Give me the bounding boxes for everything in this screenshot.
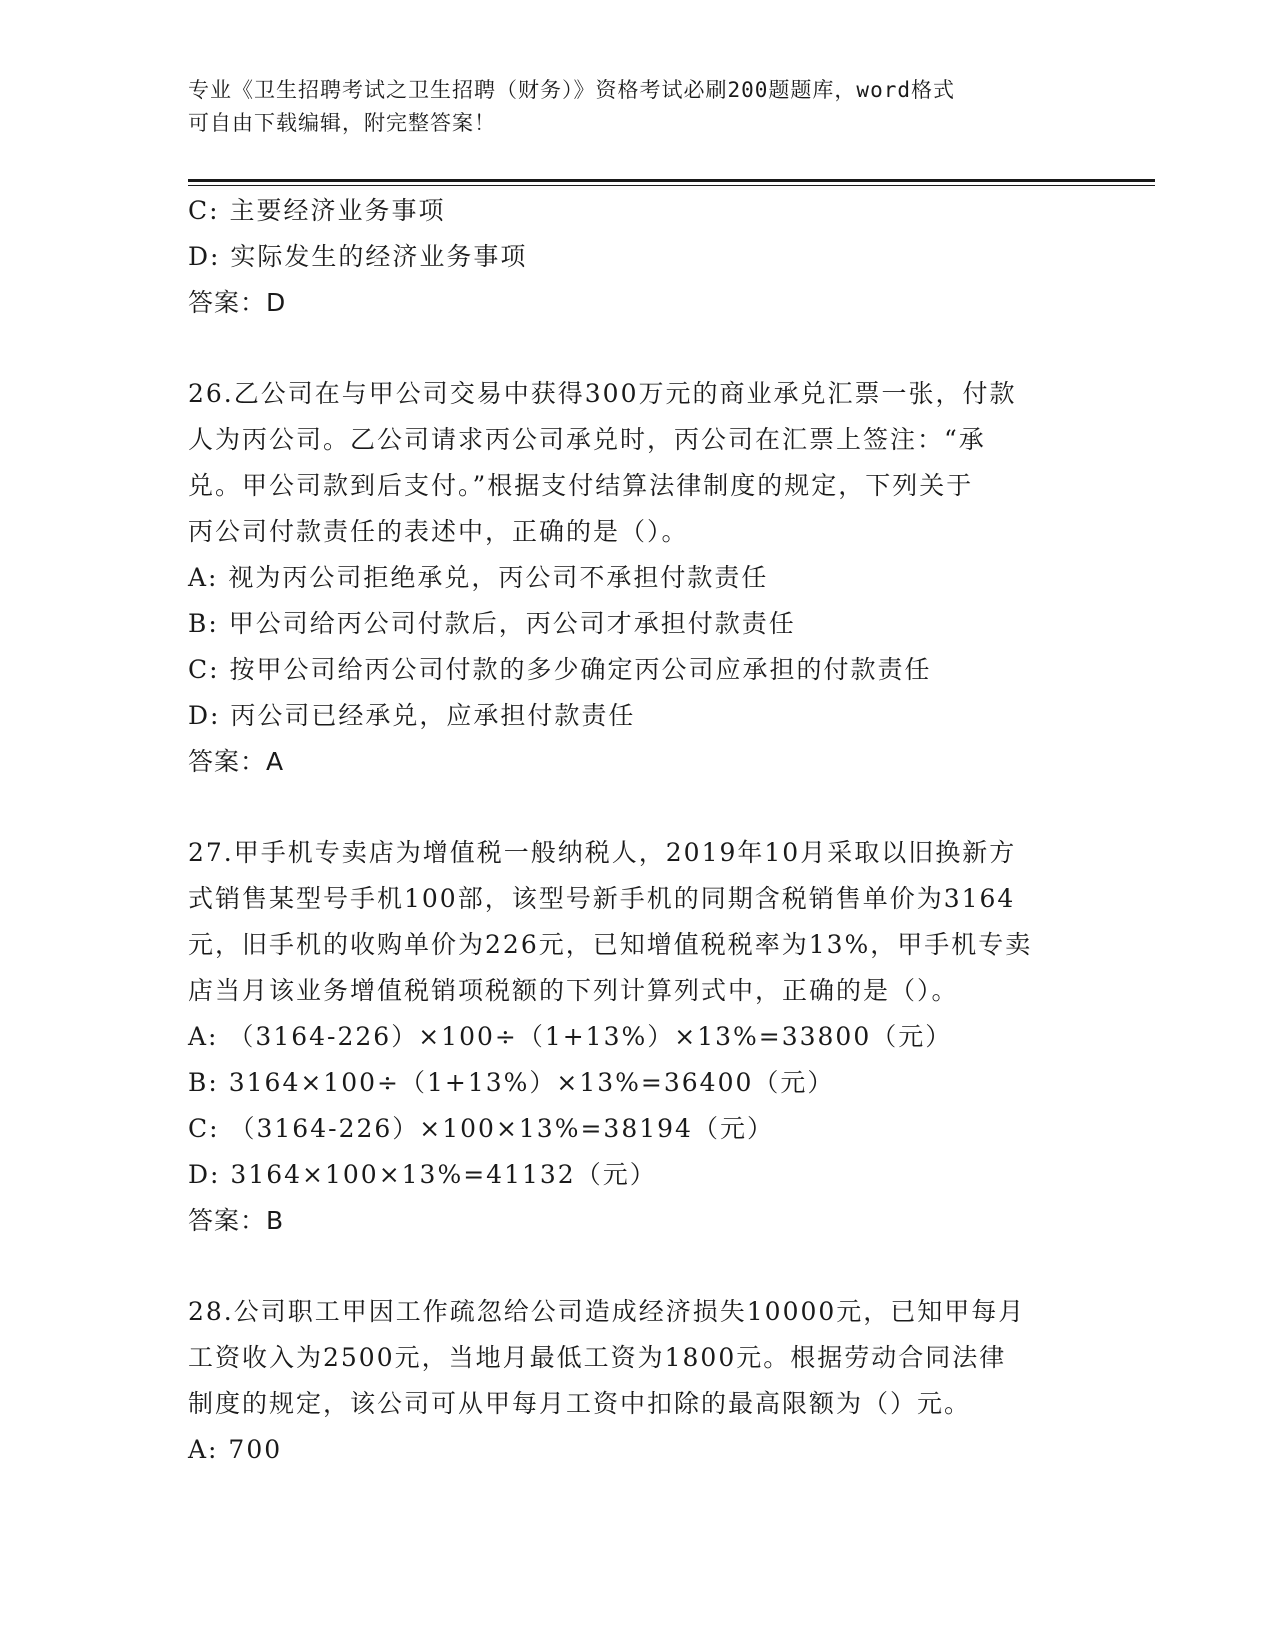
question-28 <box>188 1289 1088 1473</box>
question-stem-line: 式销售某型号手机100部，该型号新手机的同期含税销售单价为3164 <box>188 884 1016 913</box>
option-d: D: 3164×100×13%=41132（元） <box>188 1160 657 1189</box>
question-26 <box>188 371 1088 785</box>
option-d: D: 丙公司已经承兑，应承担付款责任 <box>188 701 636 730</box>
option-c: C: （3164-226）×100×13%=38194（元） <box>188 1114 774 1143</box>
option-b: B: 甲公司给丙公司付款后，丙公司才承担付款责任 <box>188 609 796 638</box>
question-stem-line: 兑。甲公司款到后支付。”根据支付结算法律制度的规定，下列关于 <box>188 471 974 500</box>
question-stem-line: 28.公司职工甲因工作疏忽给公司造成经济损失10000元，已知甲每月 <box>188 1297 1026 1326</box>
question-27 <box>188 830 1088 1244</box>
spacer <box>188 1244 1088 1289</box>
question-stem-line: 26.乙公司在与甲公司交易中获得300万元的商业承兑汇票一张，付款 <box>188 379 1017 408</box>
option-c: C: 按甲公司给丙公司付款的多少确定丙公司应承担的付款责任 <box>188 655 932 684</box>
header-divider-thick <box>188 179 1155 182</box>
question-stem-line: 27.甲手机专卖店为增值税一般纳税人，2019年10月采取以旧换新方 <box>188 838 1017 867</box>
header-line-2: 可自由下载编辑，附完整答案！ <box>188 111 496 135</box>
answer-label: 答案：A <box>188 747 285 776</box>
question-stem-line: 店当月该业务增值税销项税额的下列计算列式中，正确的是（）。 <box>188 976 959 1005</box>
question-stem-line: 人为丙公司。乙公司请求丙公司承兑时，丙公司在汇票上签注：“承 <box>188 425 986 454</box>
option-b: B: 3164×100÷（1+13%）×13%=36400（元） <box>188 1068 835 1097</box>
header-line-1: 专业《卫生招聘考试之卫生招聘（财务）》资格考试必刷200题题库，word格式 <box>188 78 955 102</box>
question-stem-line: 工资收入为2500元，当地月最低工资为1800元。根据劳动合同法律 <box>188 1343 1007 1372</box>
header-divider-thin <box>188 185 1155 186</box>
question-stem-line: 丙公司付款责任的表述中，正确的是（）。 <box>188 517 689 546</box>
answer-label: 答案：D <box>188 288 287 317</box>
option-a: A: 视为丙公司拒绝承兑，丙公司不承担付款责任 <box>188 563 769 592</box>
question-list <box>188 188 1088 1473</box>
spacer <box>188 785 1088 830</box>
answer-label: 答案：B <box>188 1206 285 1235</box>
spacer <box>188 326 1088 371</box>
question-stem-line: 元，旧手机的收购单价为226元，已知增值税税率为13%，甲手机专卖 <box>188 930 1033 959</box>
question-25-tail <box>188 188 1088 326</box>
option-d: D: 实际发生的经济业务事项 <box>188 242 528 271</box>
option-a: A: （3164-226）×100÷（1+13%）×13%=33800（元） <box>188 1022 953 1051</box>
option-c: C: 主要经济业务事项 <box>188 196 446 225</box>
question-stem-line: 制度的规定，该公司可从甲每月工资中扣除的最高限额为（）元。 <box>188 1389 972 1418</box>
page-header <box>188 74 1088 140</box>
option-a: A: 700 <box>188 1435 283 1464</box>
